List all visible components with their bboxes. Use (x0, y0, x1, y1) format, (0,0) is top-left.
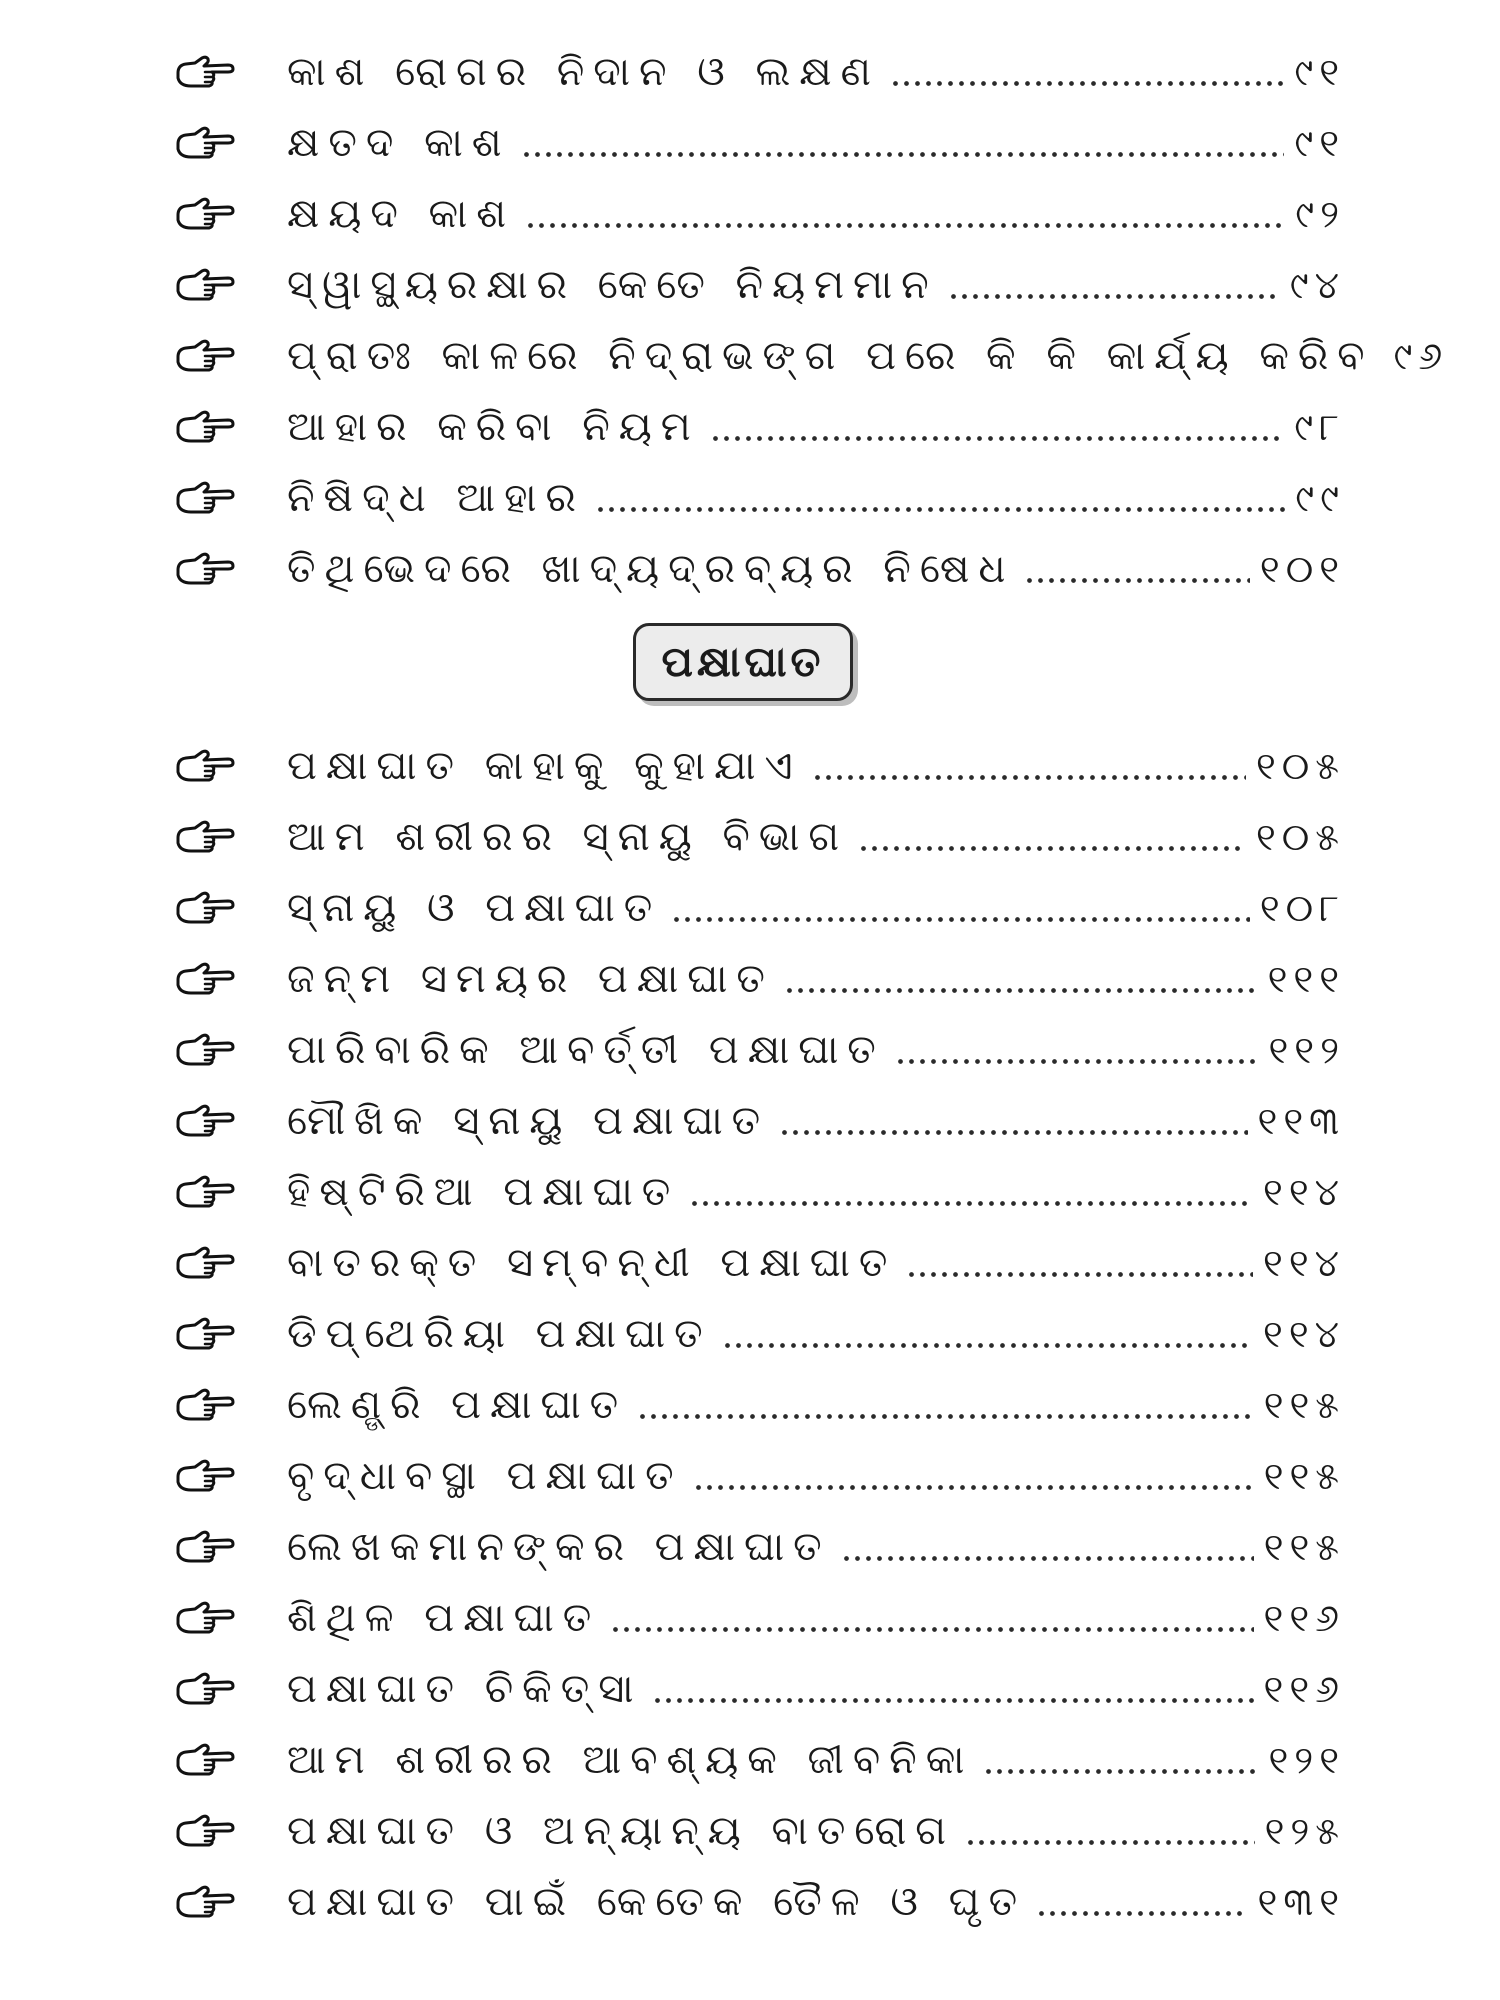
toc-entry (175, 1014, 1345, 1085)
entry-title: ଡିପ୍‌ଥେରିୟା ପକ୍ଷାଘାତ (287, 1310, 712, 1357)
pointing-hand-icon (175, 336, 235, 376)
entry-title: ବୃଦ୍ଧାବସ୍ଥା ପକ୍ଷାଘାତ (287, 1452, 683, 1499)
toc-entry (175, 1866, 1345, 1937)
dot-leader (1024, 552, 1249, 586)
toc-entry (175, 533, 1345, 604)
toc-entry (175, 1369, 1345, 1440)
toc-entry (175, 943, 1345, 1014)
entry-title: ମୌଖିକ ସ୍ନାୟୁ ପକ୍ଷାଘାତ (287, 1097, 770, 1144)
dot-leader (906, 1246, 1253, 1280)
entry-page-number: ୯୨ (1295, 191, 1345, 236)
dot-leader (637, 1388, 1254, 1422)
toc-entry (175, 36, 1345, 107)
entry-page-number: ୧୧୫ (1263, 1382, 1345, 1427)
entry-title: ପ୍ରାତଃ କାଳରେ ନିଦ୍ରାଭଙ୍ଗ ପରେ କି କି କାର୍ଯ୍ୟ କରିବ (287, 332, 1374, 379)
toc-entry (175, 1227, 1345, 1298)
dot-leader (890, 55, 1284, 89)
entry-page-number: ୧୨୧ (1268, 1737, 1345, 1782)
entry-title: କ୍ଷତଦ କାଶ (287, 119, 511, 166)
dot-leader (784, 962, 1258, 996)
pointing-hand-icon (175, 407, 235, 447)
toc-list-general (175, 36, 1449, 604)
entry-title: ଶିଥିଳ ପକ୍ଷାଘାତ (287, 1594, 601, 1641)
entry-page-number: ୧୩୧ (1257, 1879, 1345, 1924)
pointing-hand-icon (175, 478, 235, 518)
entry-page-number: ୯୧ (1294, 49, 1345, 94)
entry-title: ସ୍ୱାସ୍ଥ୍ୟରକ୍ଷାର କେତେ ନିୟମମାନ (287, 261, 938, 308)
toc-entry (175, 1156, 1345, 1227)
entry-title: କ୍ଷୟଦ କାଶ (287, 190, 515, 237)
entry-title: ହିଷ୍ଟିରିଆ ପକ୍ଷାଘାତ (287, 1168, 680, 1215)
pointing-hand-icon (175, 817, 235, 857)
entry-title: ଆହାର କରିବା ନିୟମ (287, 403, 700, 450)
pointing-hand-icon (175, 1740, 235, 1780)
entry-page-number: ୧୦୫ (1255, 743, 1345, 788)
dot-leader (948, 268, 1280, 302)
dot-leader (595, 481, 1285, 515)
entry-title: ତିଥିଭେଦରେ ଖାଦ୍ୟଦ୍ରବ୍ୟର ନିଷେଧ (287, 545, 1015, 592)
toc-entry (175, 1440, 1345, 1511)
pointing-hand-icon (175, 1882, 235, 1922)
entry-title: ପକ୍ଷାଘାତ କାହାକୁ କୁହାଯାଏ (287, 742, 802, 789)
dot-leader (525, 197, 1285, 231)
toc-entry (175, 107, 1345, 178)
toc-entry (175, 730, 1345, 801)
toc-entry (175, 462, 1345, 533)
entry-page-number: ୧୧୪ (1263, 1240, 1345, 1285)
toc-entry (175, 872, 1345, 943)
dot-leader (671, 891, 1250, 925)
toc-entry (175, 1298, 1345, 1369)
entry-page-number: ୧୧୪ (1263, 1311, 1345, 1356)
toc-list-paralysis (175, 730, 1345, 1937)
entry-title: ଆମ ଶରୀରର ଆବଶ୍ୟକ ଜୀବନିକା (287, 1736, 974, 1783)
section-heading-box (633, 623, 853, 701)
pointing-hand-icon (175, 1527, 235, 1567)
entry-page-number: ୧୧୧ (1267, 956, 1345, 1001)
entry-title: ନିଷିଦ୍ଧ ଆହାର (287, 474, 585, 521)
pointing-hand-icon (175, 123, 235, 163)
pointing-hand-icon (175, 1811, 235, 1851)
pointing-hand-icon (175, 888, 235, 928)
entry-title: ଲେଖକମାନଙ୍କର ପକ୍ଷାଘାତ (287, 1523, 831, 1570)
entry-page-number: ୧୦୮ (1259, 885, 1345, 930)
pointing-hand-icon (175, 1314, 235, 1354)
entry-title: ବାତରକ୍ତ ସମ୍ବନ୍ଧୀ ପକ୍ଷାଘାତ (287, 1239, 897, 1286)
entry-page-number: ୯୮ (1294, 404, 1345, 449)
pointing-hand-icon (175, 1030, 235, 1070)
toc-entry (175, 249, 1345, 320)
entry-page-number: ୧୧୨ (1268, 1027, 1345, 1072)
entry-title: ସ୍ନାୟୁ ଓ ପକ୍ଷାଘାତ (287, 884, 662, 931)
toc-entry (175, 1085, 1345, 1156)
pointing-hand-icon (175, 1385, 235, 1425)
pointing-hand-icon (175, 194, 235, 234)
entry-page-number: ୧୧୩ (1257, 1098, 1345, 1143)
dot-leader (521, 126, 1285, 160)
entry-page-number: ୧୧୬ (1263, 1595, 1345, 1640)
dot-leader (652, 1672, 1253, 1706)
toc-entry (175, 178, 1345, 249)
toc-entry (175, 801, 1345, 872)
pointing-hand-icon (175, 1172, 235, 1212)
toc-entry (175, 1653, 1345, 1724)
entry-page-number: ୧୨୫ (1264, 1808, 1345, 1853)
dot-leader (779, 1104, 1247, 1138)
entry-page-number: ୯୬ (1393, 333, 1449, 378)
dot-leader (693, 1459, 1254, 1493)
toc-entry (175, 1724, 1345, 1795)
entry-title: ପକ୍ଷାଘାତ ଚିକିତ୍ସା (287, 1665, 643, 1712)
pointing-hand-icon (175, 746, 235, 786)
toc-entry (175, 320, 1449, 391)
dot-leader (812, 749, 1246, 783)
entry-page-number: ୧୦୫ (1255, 814, 1345, 859)
pointing-hand-icon (175, 1243, 235, 1283)
entry-page-number: ୧୦୧ (1259, 546, 1345, 591)
dot-leader (965, 1814, 1255, 1848)
pointing-hand-icon (175, 1101, 235, 1141)
pointing-hand-icon (175, 1456, 235, 1496)
pointing-hand-icon (175, 549, 235, 589)
entry-page-number: ୧୧୫ (1263, 1524, 1345, 1569)
dot-leader (983, 1743, 1258, 1777)
entry-page-number: ୧୧୪ (1263, 1169, 1345, 1214)
pointing-hand-icon (175, 1669, 235, 1709)
pointing-hand-icon (175, 1598, 235, 1638)
dot-leader (1036, 1885, 1247, 1919)
toc-entry (175, 1511, 1345, 1582)
dot-leader (858, 820, 1246, 854)
entry-page-number: ୯୧ (1294, 120, 1345, 165)
entry-page-number: ୯୯ (1295, 475, 1345, 520)
toc-entry (175, 1582, 1345, 1653)
pointing-hand-icon (175, 959, 235, 999)
entry-page-number: ୧୧୬ (1263, 1666, 1345, 1711)
dot-leader (722, 1317, 1253, 1351)
toc-entry (175, 391, 1345, 462)
entry-title: ପାରିବାରିକ ଆବର୍ତ୍ତୀ ପକ୍ଷାଘାତ (287, 1026, 885, 1073)
entry-title: ଲେଣ୍ଡ୍ରି ପକ୍ଷାଘାତ (287, 1381, 628, 1428)
pointing-hand-icon (175, 265, 235, 305)
section-heading: ପକ୍ଷାଘାତ (661, 637, 825, 686)
dot-leader (710, 410, 1285, 444)
entry-title: କାଶ ରୋଗର ନିଦାନ ଓ ଲକ୍ଷଣ (287, 48, 880, 95)
entry-title: ଆମ ଶରୀରର ସ୍ନାୟୁ ବିଭାଗ (287, 813, 849, 860)
dot-leader (689, 1175, 1253, 1209)
dot-leader (895, 1033, 1259, 1067)
dot-leader (841, 1530, 1254, 1564)
entry-title: ପକ୍ଷାଘାତ ପାଇଁ କେତେକ ତୈଳ ଓ ଘୃତ (287, 1878, 1027, 1925)
dot-leader (610, 1601, 1253, 1635)
entry-page-number: ୯୪ (1289, 262, 1345, 307)
entry-title: ଜନ୍ମ ସମୟର ପକ୍ଷାଘାତ (287, 955, 774, 1002)
toc-entry (175, 1795, 1345, 1866)
entry-title: ପକ୍ଷାଘାତ ଓ ଅନ୍ୟାନ୍ୟ ବାତରୋଗ (287, 1807, 955, 1854)
entry-page-number: ୧୧୫ (1263, 1453, 1345, 1498)
pointing-hand-icon (175, 52, 235, 92)
